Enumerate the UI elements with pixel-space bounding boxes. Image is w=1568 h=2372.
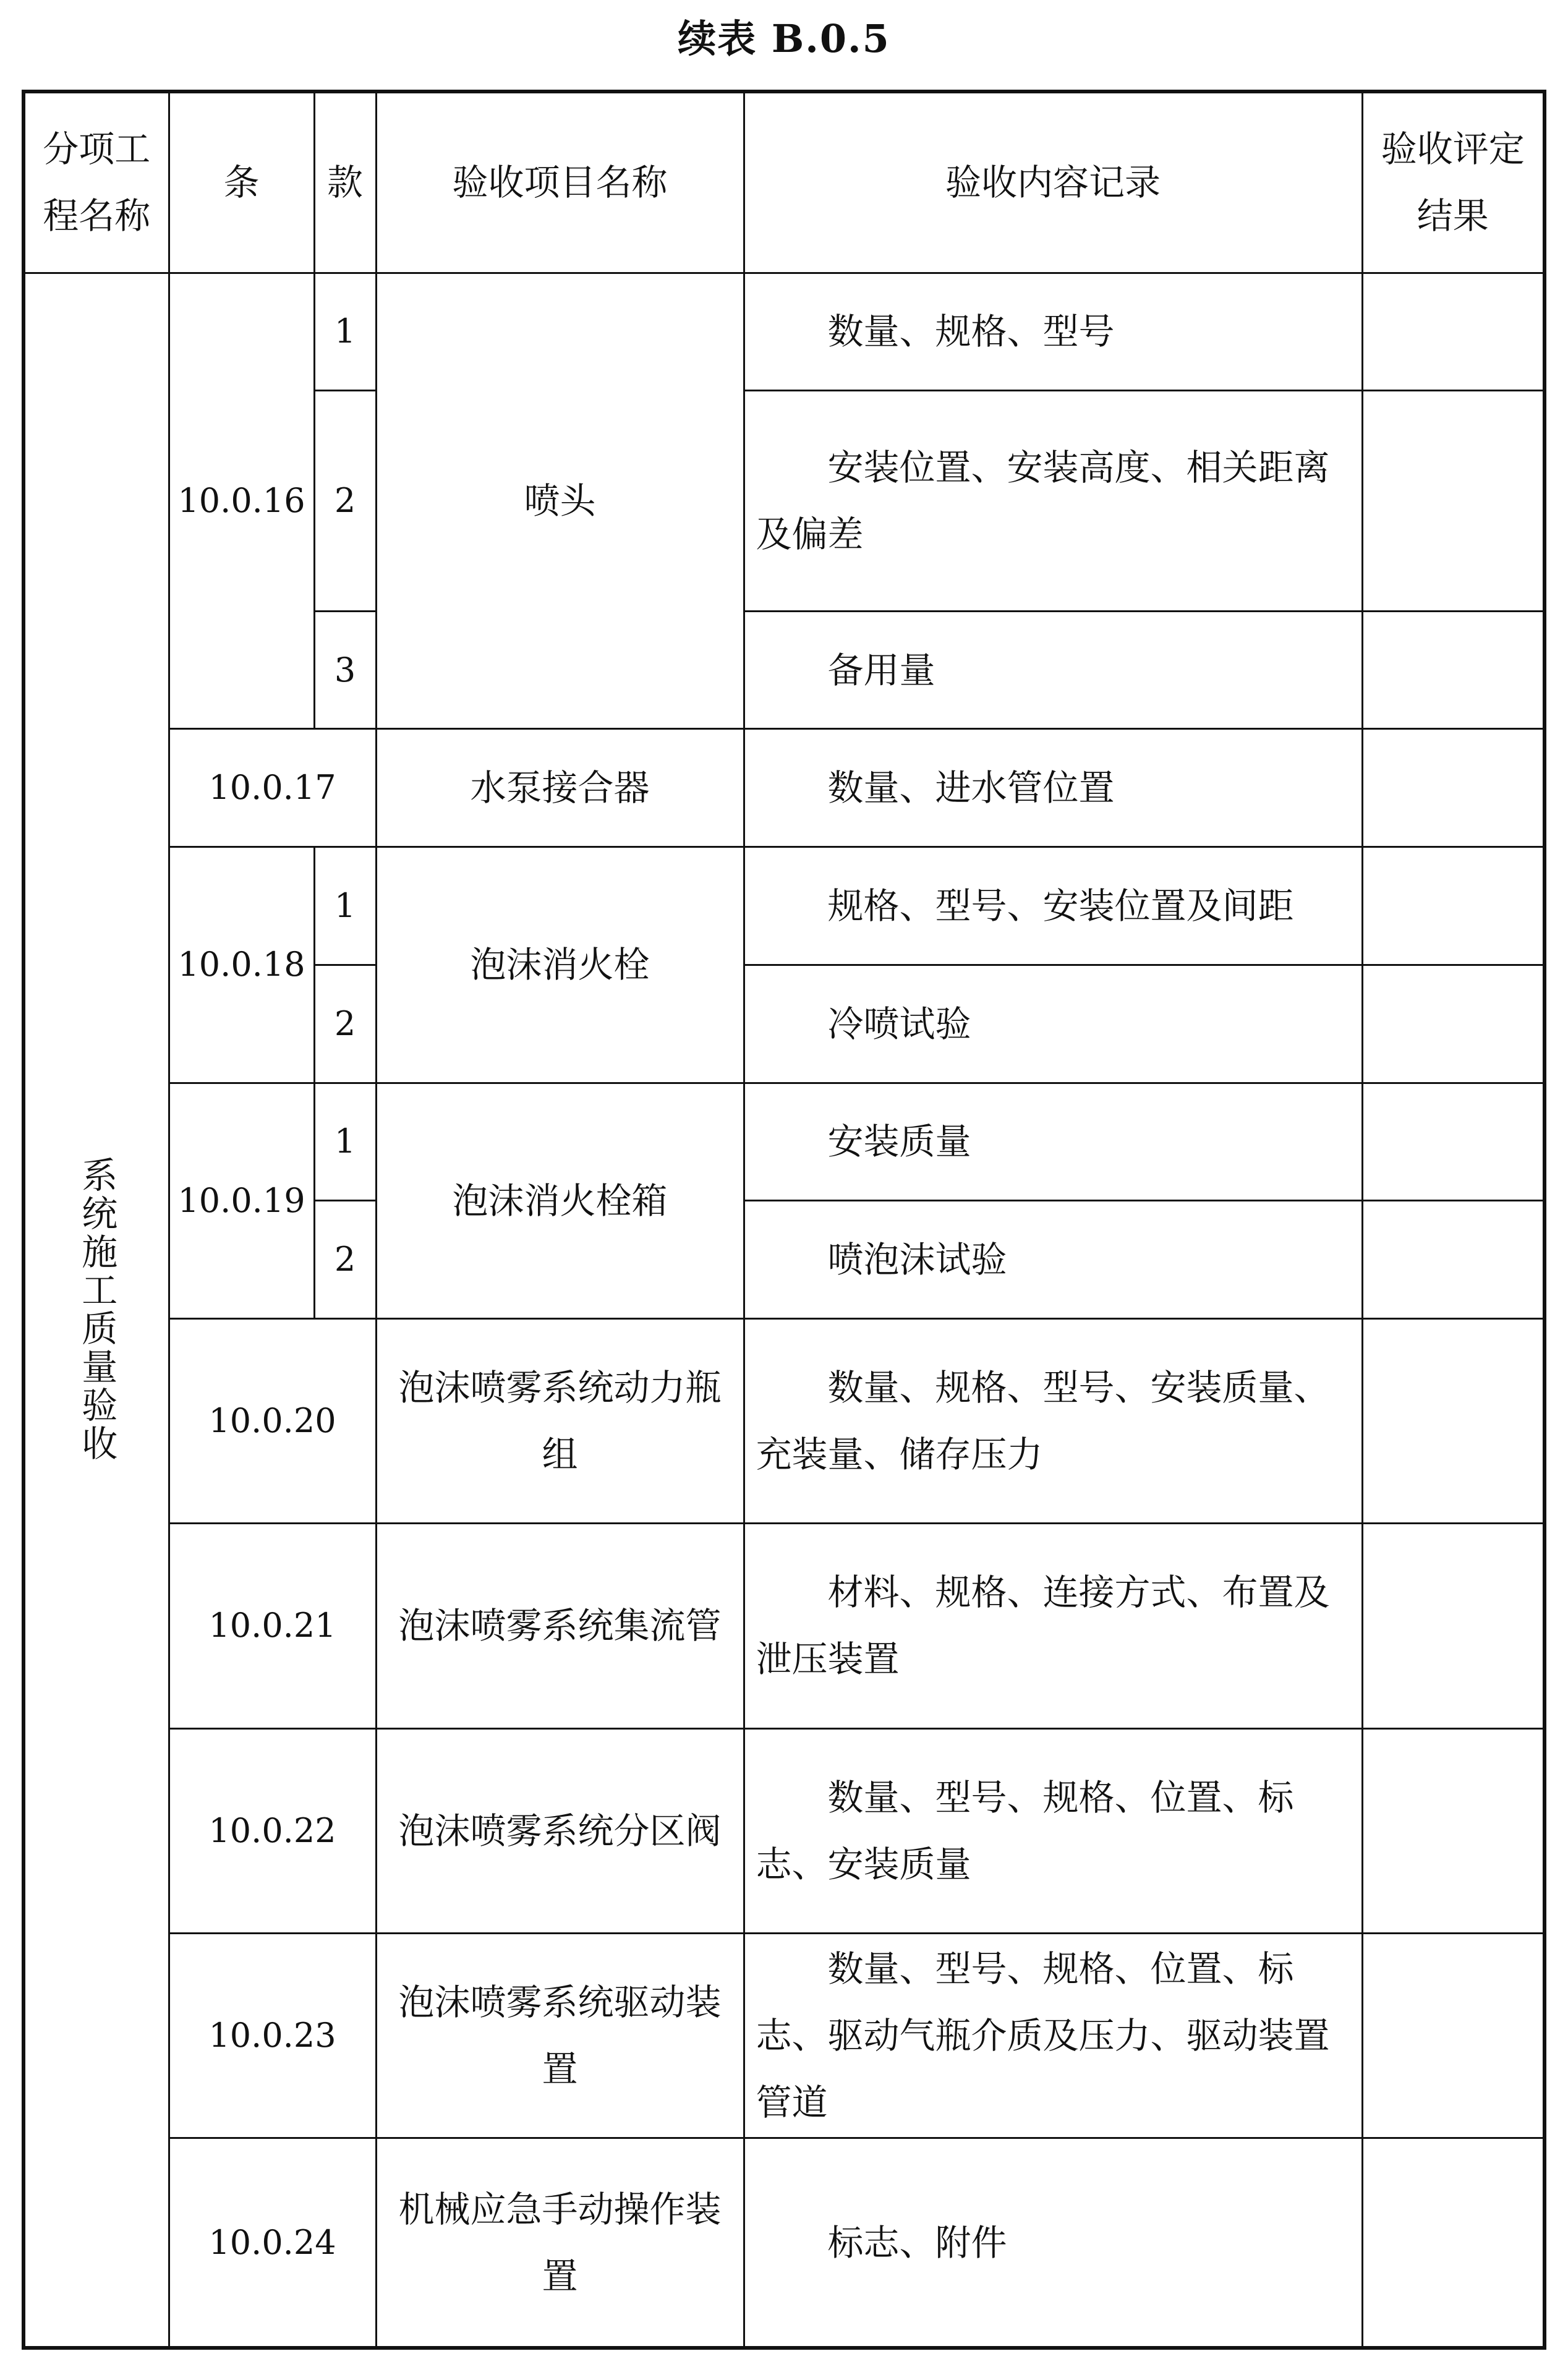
content-cell: 数量、型号、规格、位置、标志、安装质量 [744,1728,1362,1933]
result-cell [1362,2138,1545,2348]
header-article: 条 [169,92,314,273]
clause-cell: 1 [314,1083,376,1201]
clause-cell: 2 [314,965,376,1083]
result-cell [1362,847,1545,965]
item-name-cell: 水泵接合器 [376,729,744,847]
content-cell: 数量、型号、规格、位置、标志、驱动气瓶介质及压力、驱动装置管道 [744,1933,1362,2138]
header-row [23,92,1545,273]
table-row [23,729,1545,847]
result-cell [1362,1083,1545,1201]
result-cell [1362,1319,1545,1524]
clause-cell: 1 [314,273,376,391]
table-row [23,273,1545,391]
table-row [23,847,1545,965]
content-cell: 标志、附件 [744,2138,1362,2348]
result-cell [1362,1933,1545,2138]
result-cell [1362,1201,1545,1319]
table-title: 续表 B.0.5 [678,16,890,61]
item-name-cell: 泡沫消火栓箱 [376,1083,744,1318]
article-cell: 10.0.17 [169,729,376,847]
content-cell: 冷喷试验 [744,965,1362,1083]
header-subproject: 分项工程名称 [23,92,169,273]
table-row [23,1933,1545,2138]
header-content: 验收内容记录 [744,92,1362,273]
result-cell [1362,611,1545,729]
article-cell: 10.0.20 [169,1319,376,1524]
result-cell [1362,1728,1545,1933]
header-item-name: 验收项目名称 [376,92,744,273]
subproject-name-cell [23,273,169,2348]
clause-cell: 3 [314,611,376,729]
table-row [23,1524,1545,1728]
content-cell: 数量、规格、型号 [744,273,1362,391]
content-cell: 安装质量 [744,1083,1362,1201]
result-cell [1362,273,1545,391]
content-cell: 喷泡沫试验 [744,1201,1362,1319]
clause-cell: 2 [314,391,376,611]
article-cell: 10.0.16 [169,273,314,729]
content-cell: 材料、规格、连接方式、布置及泄压装置 [744,1524,1362,1728]
header-clause: 款 [314,92,376,273]
result-cell [1362,1524,1545,1728]
table-row [23,2138,1545,2348]
item-name-cell: 泡沫喷雾系统集流管 [376,1524,744,1728]
table-row [23,1728,1545,1933]
content-cell: 数量、规格、型号、安装质量、充装量、储存压力 [744,1319,1362,1524]
item-name-cell: 泡沫喷雾系统动力瓶组 [376,1319,744,1524]
result-cell [1362,965,1545,1083]
content-cell: 数量、进水管位置 [744,729,1362,847]
article-cell: 10.0.18 [169,847,314,1083]
header-result: 验收评定结果 [1362,92,1545,273]
item-name-cell: 泡沫喷雾系统驱动装置 [376,1933,744,2138]
item-name-cell: 机械应急手动操作装置 [376,2138,744,2348]
article-cell: 10.0.23 [169,1933,376,2138]
content-cell: 备用量 [744,611,1362,729]
article-cell: 10.0.21 [169,1524,376,1728]
subproject-name: 系统施工质量验收 [75,1156,118,1464]
clause-cell: 2 [314,1201,376,1319]
item-name-cell: 泡沫消火栓 [376,847,744,1083]
article-cell: 10.0.24 [169,2138,376,2348]
result-cell [1362,729,1545,847]
acceptance-table [22,90,1546,2350]
table-row [23,1319,1545,1524]
item-name-cell: 泡沫喷雾系统分区阀 [376,1728,744,1933]
article-cell: 10.0.19 [169,1083,314,1318]
content-cell: 安装位置、安装高度、相关距离及偏差 [744,391,1362,611]
item-name-cell: 喷头 [376,273,744,729]
table-row [23,1083,1545,1201]
clause-cell: 1 [314,847,376,965]
content-cell: 规格、型号、安装位置及间距 [744,847,1362,965]
article-cell: 10.0.22 [169,1728,376,1933]
result-cell [1362,391,1545,611]
